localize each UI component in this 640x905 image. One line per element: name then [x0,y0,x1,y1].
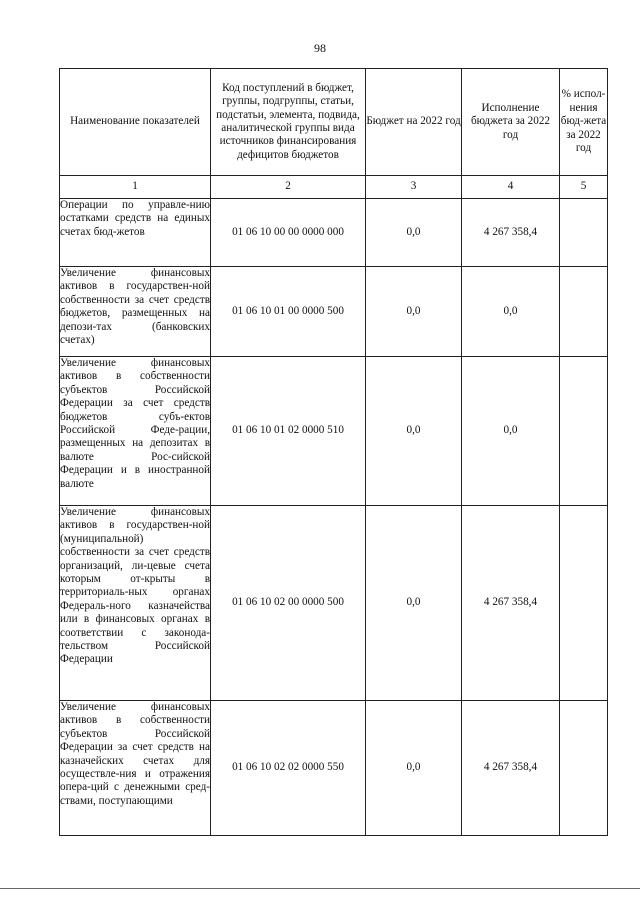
row-name: Увеличение финансовых активов в собственности субъектов Российской Федерации за счет средств на казначейских счетах для осуществле-ния и отражения опера-ций с денежными сред-ствами, поступающими [60,701,211,836]
row-execution: 0,0 [462,357,560,506]
row-percent [560,357,608,506]
row-code: 01 06 10 01 02 0000 510 [211,357,366,506]
row-execution: 0,0 [462,267,560,357]
row-name: Увеличение финансовых активов в государствен-ной (муниципальной) собственности за счет средств организаций, ли-цевые счета которым от-крыты в территориаль-ных органах Федераль-ного казначейства или в финансовых органах в соответствии с законода-тельством Российской Федерации [60,506,211,701]
row-percent [560,267,608,357]
header-percent-execution: % испол-нения бюд-жета за 2022 год [560,69,608,176]
row-name: Увеличение финансовых активов в собственности субъектов Российской Федерации за счет средств бюджетов субъ-ектов Российской Феде-рации, размещенных на депозитах в валюте Рос-сийской Федерации и в иностранной валюте [60,357,211,506]
page-number: 98 [314,41,326,55]
row-execution: 4 267 358,4 [462,701,560,836]
row-budget: 0,0 [366,357,462,506]
column-number-row [60,176,608,199]
column-number: 2 [211,176,366,199]
header-budget-2022: Бюджет на 2022 год [366,69,462,176]
row-execution: 4 267 358,4 [462,199,560,267]
row-percent [560,506,608,701]
row-code: 01 06 10 01 00 0000 500 [211,267,366,357]
header-code: Код поступлений в бюджет, группы, подгруппы, статьи, подстатьи, элемента, подвида, аналитической группы вида источников финансирования дефицитов бюджетов [211,69,366,176]
column-number: 5 [560,176,608,199]
column-number: 3 [366,176,462,199]
row-percent [560,199,608,267]
row-code: 01 06 10 02 00 0000 500 [211,506,366,701]
table-row [60,506,608,701]
page-bottom-rule [0,888,640,889]
table-row [60,701,608,836]
table-row [60,357,608,506]
header-indicator-name: Наименование показателей [60,69,211,176]
row-execution: 4 267 358,4 [462,506,560,701]
table-row [60,267,608,357]
row-budget: 0,0 [366,199,462,267]
row-budget: 0,0 [366,506,462,701]
row-budget: 0,0 [366,701,462,836]
header-execution-2022: Исполнение бюджета за 2022 год [462,69,560,176]
row-name: Операции по управле-нию остатками средств на единых счетах бюд-жетов [60,199,211,267]
row-budget: 0,0 [366,267,462,357]
row-name: Увеличение финансовых активов в государствен-ной собственности за счет средств бюджетов, размещенных на депози-тах (банковских счетах) [60,267,211,357]
row-code: 01 06 10 02 02 0000 550 [211,701,366,836]
table-header-row [60,69,608,176]
column-number: 1 [60,176,211,199]
row-code: 01 06 10 00 00 0000 000 [211,199,366,267]
table-row [60,199,608,267]
budget-sources-table [59,68,608,836]
row-percent [560,701,608,836]
column-number: 4 [462,176,560,199]
